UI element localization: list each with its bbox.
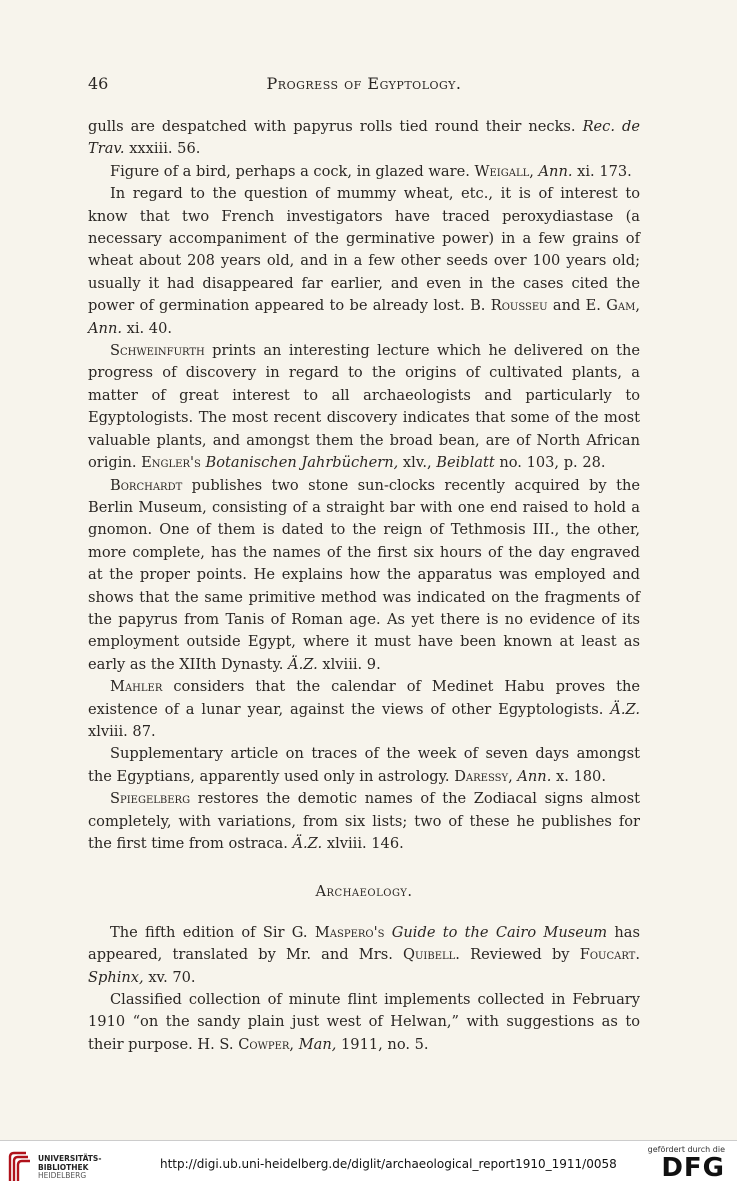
- paragraph: In regard to the question of mummy wheat, etc., it is of interest to know that two French investigators have traced peroxydiastase (a necessary accompaniment of the germinative power) in a few grains of wheat about 208 years old, and in a few other seeds over 100 years old; usually it had disappeared far earlier, and even in the cases cited the power of germination appeared to be already lost. B. Rousseu and E. Gam, Ann. xi. 40.: [88, 185, 640, 337]
- permalink-url[interactable]: http://digi.ub.uni-heidelberg.de/diglit/archaeological_report1910_1911/0058: [160, 1157, 617, 1171]
- paragraph: Spiegelberg restores the demotic names of the Zodiacal signs almost completely, with variations, from six lists; two of these he publishes for the first time from ostraca. Ä.Z. xlviii. 146.: [88, 790, 640, 852]
- paragraph: gulls are despatched with papyrus rolls tied round their necks. Rec. de Trav. xxxiii. 56.: [88, 118, 640, 158]
- paragraph: Supplementary article on traces of the week of seven days amongst the Egyptians, apparently used only in astrology. Daressy, Ann. x. 180.: [88, 745, 640, 785]
- paragraph: Classified collection of minute flint implements collected in February 1910 “on the sandy plain just west of Helwan,” with suggestions as to their purpose. H. S. Cowper, Man, 1911, no. 5.: [88, 991, 640, 1053]
- library-name: UNIVERSITÄTS- BIBLIOTHEK HEIDELBERG: [38, 1154, 102, 1180]
- funder-logo[interactable]: gefördert durch die DFG: [647, 1145, 725, 1183]
- paragraph: Borchardt publishes two stone sun-clocks recently acquired by the Berlin Museum, consisting of a straight bar with one end raised to hold a gnomon. One of them is dated to the reign of Tethmosis III., the other, more complete, has the names of the first six hours of the day engraved at the proper points. He explains how the apparatus was employed and shows that the same primitive method was indicated on the fragments of the papyrus from Tanis of Roman age. As yet there is no evidence of its employment outside Egypt, where it must have been known at least as early as the XIIth Dynasty. Ä.Z. xlviii. 9.: [88, 476, 640, 673]
- page-number: 46: [88, 74, 109, 93]
- library-seal-icon: [6, 1151, 32, 1185]
- library-logo[interactable]: [6, 1149, 136, 1189]
- paragraph: Mahler considers that the calendar of Medinet Habu proves the existence of a lunar year, against the views of other Egyptologists. Ä.Z. xlviii. 87.: [88, 678, 640, 740]
- paragraph: The fifth edition of Sir G. Maspero's Guide to the Cairo Museum has appeared, translated by Mr. and Mrs. Quibell. Reviewed by Foucart. Sphinx, xv. 70.: [88, 923, 640, 986]
- running-title: Progress of Egyptology.: [266, 74, 462, 93]
- page-body: [88, 116, 640, 1056]
- paragraph: Figure of a bird, perhaps a cock, in glazed ware. Weigall, Ann. xi. 173.: [110, 162, 632, 180]
- viewer-footer: [0, 1140, 737, 1195]
- section-heading: Archaeology.: [315, 883, 413, 901]
- paragraph: Schweinfurth prints an interesting lecture which he delivered on the progress of discovery in regard to the origins of cultivated plants, a matter of great interest to all archaeologists and particularly to Egyptologists. The most recent discovery indicates that some of the most valuable plants, and amongst them the broad bean, are of North African origin. Engler's Botanischen Jahrbüchern, xlv., Beiblatt no. 103, p. 28.: [88, 342, 640, 472]
